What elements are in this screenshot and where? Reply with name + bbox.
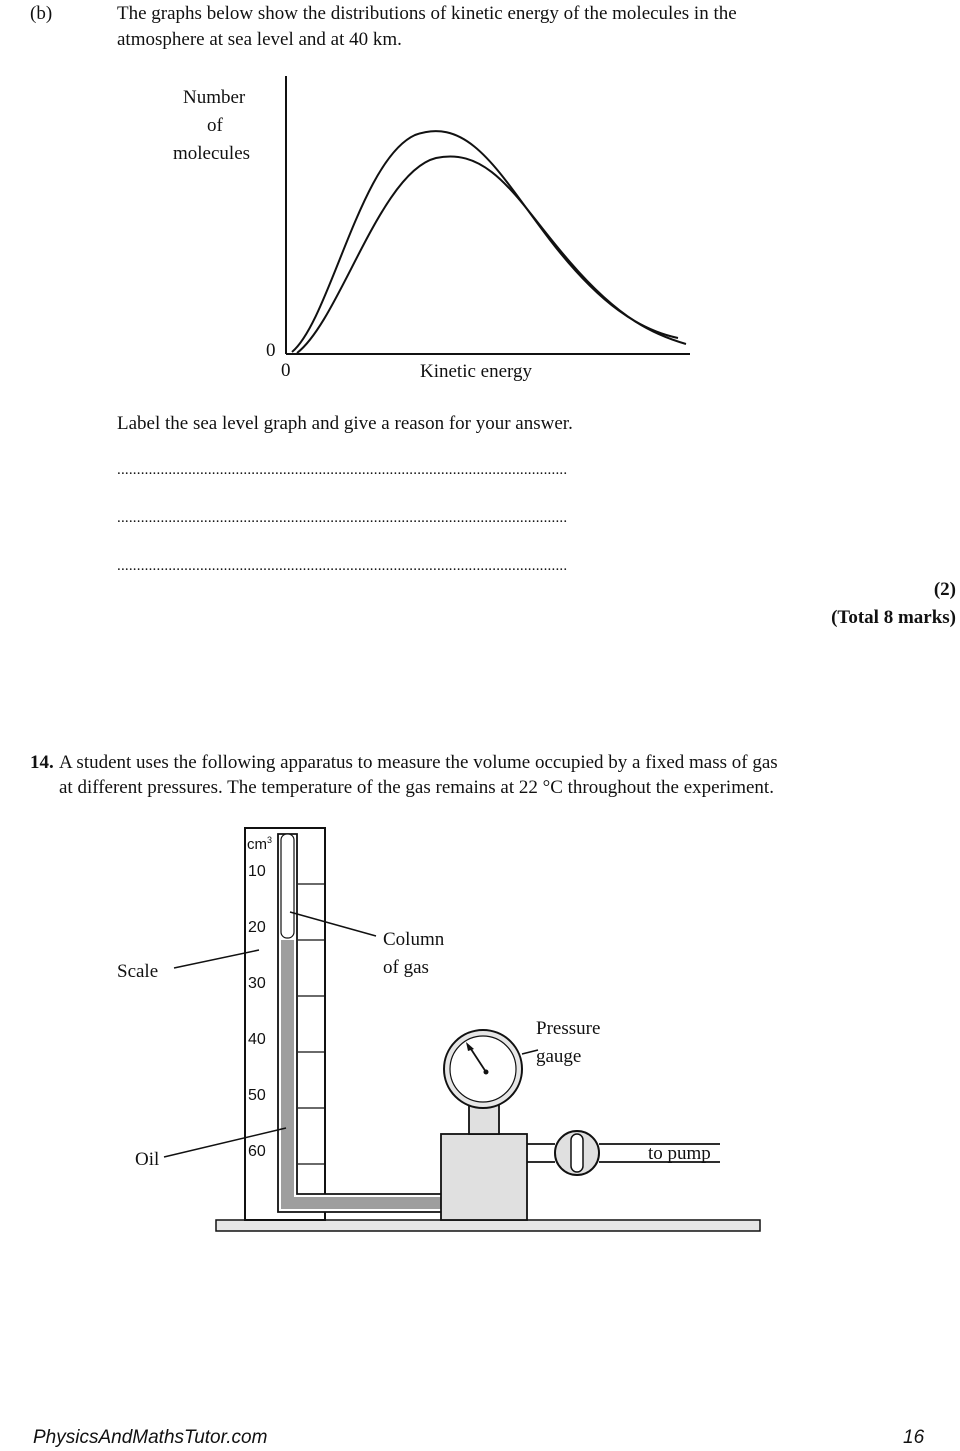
- label-to-pump: to pump: [648, 1143, 711, 1164]
- x-axis-label: Kinetic energy: [420, 361, 533, 382]
- x-origin-label: 0: [281, 360, 291, 381]
- label-oil: Oil: [135, 1149, 160, 1170]
- scale-tick-20: 20: [248, 919, 266, 936]
- unit-label: $cm^3$: [247, 835, 273, 853]
- answer-line-3[interactable]: ..................................................................................................................: [117, 558, 568, 574]
- part-marks: (2): [933, 579, 956, 600]
- scale-tick-30: 30: [248, 975, 266, 992]
- question-number: 14.: [30, 752, 54, 773]
- question-text-line-1: A student uses the following apparatus to measure the volume occupied by a fixed mass of gas: [59, 752, 778, 773]
- label-pressure-line-2: gauge: [536, 1046, 582, 1067]
- answer-line-2[interactable]: ..................................................................................................................: [117, 510, 568, 526]
- gas-column: [281, 834, 294, 938]
- label-column-line-1: Column: [383, 929, 445, 950]
- scale-tick-50: 50: [248, 1087, 266, 1104]
- part-label: (b): [30, 3, 53, 24]
- y-axis-label-line-2: of: [207, 115, 223, 136]
- intro-line-1: The graphs below show the distributions of kinetic energy of the molecules in the: [117, 3, 737, 24]
- label-column-line-2: of gas: [383, 957, 429, 978]
- question-text-line-2: at different pressures. The temperature of the gas remains at 22 °C throughout the experiment.: [59, 777, 774, 798]
- label-pressure-line-1: Pressure: [536, 1018, 601, 1039]
- page-number: 16: [903, 1427, 925, 1448]
- answer-line-1[interactable]: ..................................................................................................................: [117, 462, 568, 478]
- valve-handle: [571, 1134, 583, 1172]
- base-plate: [216, 1220, 760, 1231]
- gauge-pivot: [484, 1070, 489, 1075]
- y-axis-label-line-3: molecules: [173, 143, 251, 164]
- oil-reservoir: [441, 1134, 527, 1220]
- scale-tick-60: 60: [248, 1143, 266, 1160]
- y-axis-label-line-1: Number: [183, 87, 246, 108]
- instruction-text: Label the sea level graph and give a reason for your answer.: [117, 413, 573, 434]
- footer-site: PhysicsAndMathsTutor.com: [33, 1427, 268, 1448]
- label-scale: Scale: [117, 961, 159, 982]
- intro-line-2: atmosphere at sea level and at 40 km.: [117, 29, 402, 50]
- scale-tick-10: 10: [248, 863, 266, 880]
- total-marks: (Total 8 marks): [831, 607, 956, 628]
- y-origin-label: 0: [266, 340, 276, 361]
- scale-tick-40: 40: [248, 1031, 266, 1048]
